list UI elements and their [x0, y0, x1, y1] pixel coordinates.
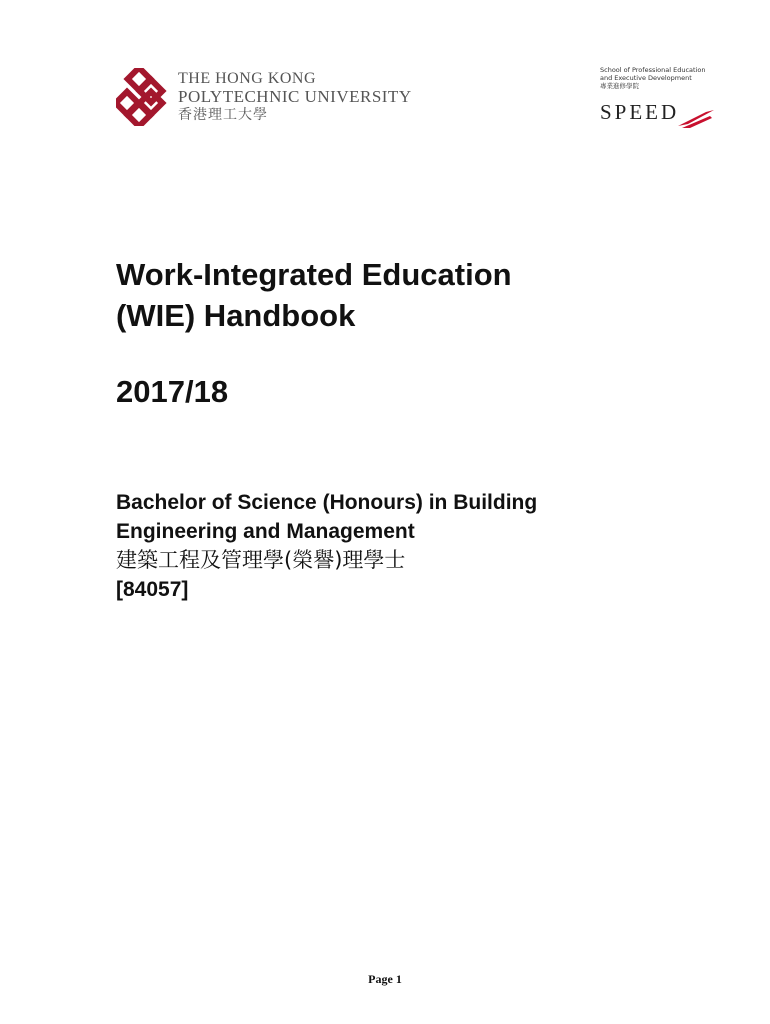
- programme-name-line2: Engineering and Management: [116, 520, 415, 543]
- polyu-logo: [116, 68, 416, 128]
- polyu-name-line1: THE HONG KONG: [178, 70, 317, 87]
- speed-school-chinese: 專業進修學院: [600, 82, 639, 90]
- title-line1: Work-Integrated Education: [116, 257, 512, 292]
- speed-swoosh-icon: [676, 106, 716, 130]
- programme-name-chinese: 建築工程及管理學(榮譽)理學士: [116, 548, 406, 572]
- academic-year: 2017/18: [116, 374, 229, 409]
- programme-code: [84057]: [116, 578, 189, 601]
- programme-block: [116, 488, 716, 604]
- polyu-name-line2: POLYTECHNIC UNIVERSITY: [178, 87, 412, 106]
- title-line2: (WIE) Handbook: [116, 298, 356, 333]
- speed-school-line2: and Executive Development: [600, 74, 692, 82]
- polyu-name-chinese: 香港理工大學: [178, 107, 268, 123]
- polyu-wordmark: [178, 70, 418, 124]
- page-number: 1: [395, 972, 402, 986]
- polyu-emblem-icon: [116, 68, 174, 126]
- document-title: [116, 254, 716, 336]
- programme-name-line1: Bachelor of Science (Honours) in Building: [116, 491, 538, 514]
- speed-school-line1: School of Professional Education: [600, 66, 706, 74]
- page-footer: [0, 972, 770, 987]
- page-label: Page: [368, 972, 393, 986]
- speed-wordmark: SPEED: [600, 100, 680, 124]
- speed-logo: [600, 66, 716, 136]
